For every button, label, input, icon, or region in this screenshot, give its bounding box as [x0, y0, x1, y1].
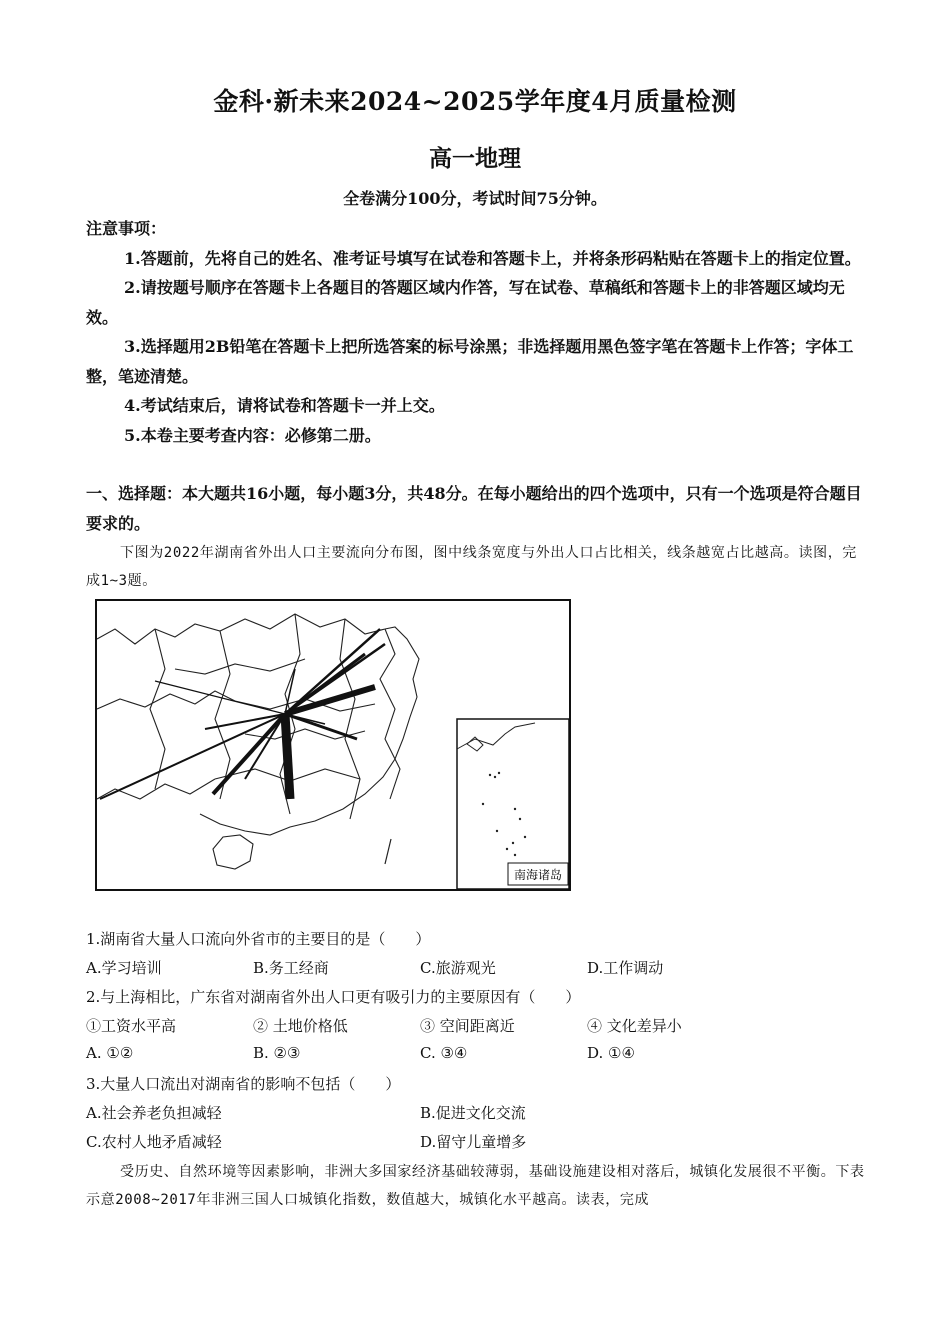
option-b[interactable]: B. ②③	[253, 1044, 301, 1062]
option-d[interactable]: D. ①④	[587, 1044, 635, 1062]
option-d[interactable]: D.工作调动	[587, 959, 664, 977]
population-flow-map	[95, 599, 571, 891]
question-stem: 2.与上海相比，广东省对湖南省外出人口更有吸引力的主要原因有（ ）	[86, 988, 581, 1006]
statement-2: ② 土地价格低	[253, 1017, 348, 1035]
option-c[interactable]: C.农村人地矛盾减轻	[86, 1133, 222, 1151]
option-c[interactable]: C.旅游观光	[420, 959, 496, 977]
note-item: 1.答题前，先将自己的姓名、准考证号填写在试卷和答题卡上，并将条形码粘贴在答题卡上的指定位置。	[124, 248, 861, 268]
option-b[interactable]: B.务工经商	[253, 959, 329, 977]
statement-4: ④ 文化差异小	[587, 1017, 682, 1035]
notes-heading: 注意事项：	[86, 219, 167, 238]
question-statements	[86, 1015, 866, 1036]
statement-1: ①工资水平高	[86, 1017, 177, 1035]
question-options	[86, 957, 866, 978]
option-d[interactable]: D.留守儿童增多	[420, 1133, 527, 1151]
note-item: 4.考试结束后，请将试卷和答题卡一并上交。	[124, 396, 445, 415]
question-options	[86, 1131, 866, 1152]
question-options	[86, 1044, 866, 1062]
table-intro: 受历史、自然环境等因素影响，非洲大多国家经济基础较薄弱，基础设施建设相对落后，城镇化发展很不平衡。下表示意2008~2017年非洲三国人口城镇化指数，数值越大，城镇化水平越高。读表，完成	[86, 1164, 865, 1208]
option-a[interactable]: A.学习培训	[86, 959, 162, 977]
question-stem: 1.湖南省大量人口流向外省市的主要目的是（ ）	[86, 930, 431, 948]
inset-label: 南海诸岛	[513, 868, 563, 882]
section-heading: 一、选择题：本大题共16小题，每小题3分，共48分。在每小题给出的四个选项中，只有一个选项是符合题目要求的。	[86, 484, 862, 533]
option-a[interactable]: A.社会养老负担减轻	[86, 1104, 222, 1122]
note-item: 3.选择题用2B铅笔在答题卡上把所选答案的标号涂黑；非选择题用黑色签字笔在答题卡上作答；字体工整，笔迹清楚。	[86, 337, 854, 386]
exam-title: 金科·新未来2024~2025学年度4月质量检测	[213, 87, 737, 116]
note-item: 2.请按题号顺序在答题卡上各题目的答题区域内作答，写在试卷、草稿纸和答题卡上的非答题区域均无效。	[86, 278, 845, 327]
question-stem: 3.大量人口流出对湖南省的影响不包括（ ）	[86, 1075, 401, 1093]
map-intro: 下图为2022年湖南省外出人口主要流向分布图，图中线条宽度与外出人口占比相关，线条越宽占比越高。读图，完成1~3题。	[86, 545, 857, 589]
statement-3: ③ 空间距离近	[420, 1017, 515, 1035]
subject-title: 高一地理	[429, 145, 521, 172]
note-item: 5.本卷主要考查内容：必修第二册。	[124, 425, 381, 445]
option-b[interactable]: B.促进文化交流	[420, 1104, 526, 1122]
option-c[interactable]: C. ③④	[420, 1044, 468, 1062]
exam-meta: 全卷满分100分，考试时间75分钟。	[343, 189, 607, 208]
option-a[interactable]: A. ①②	[86, 1044, 134, 1062]
notes-block	[86, 214, 866, 450]
question-options	[86, 1102, 866, 1123]
